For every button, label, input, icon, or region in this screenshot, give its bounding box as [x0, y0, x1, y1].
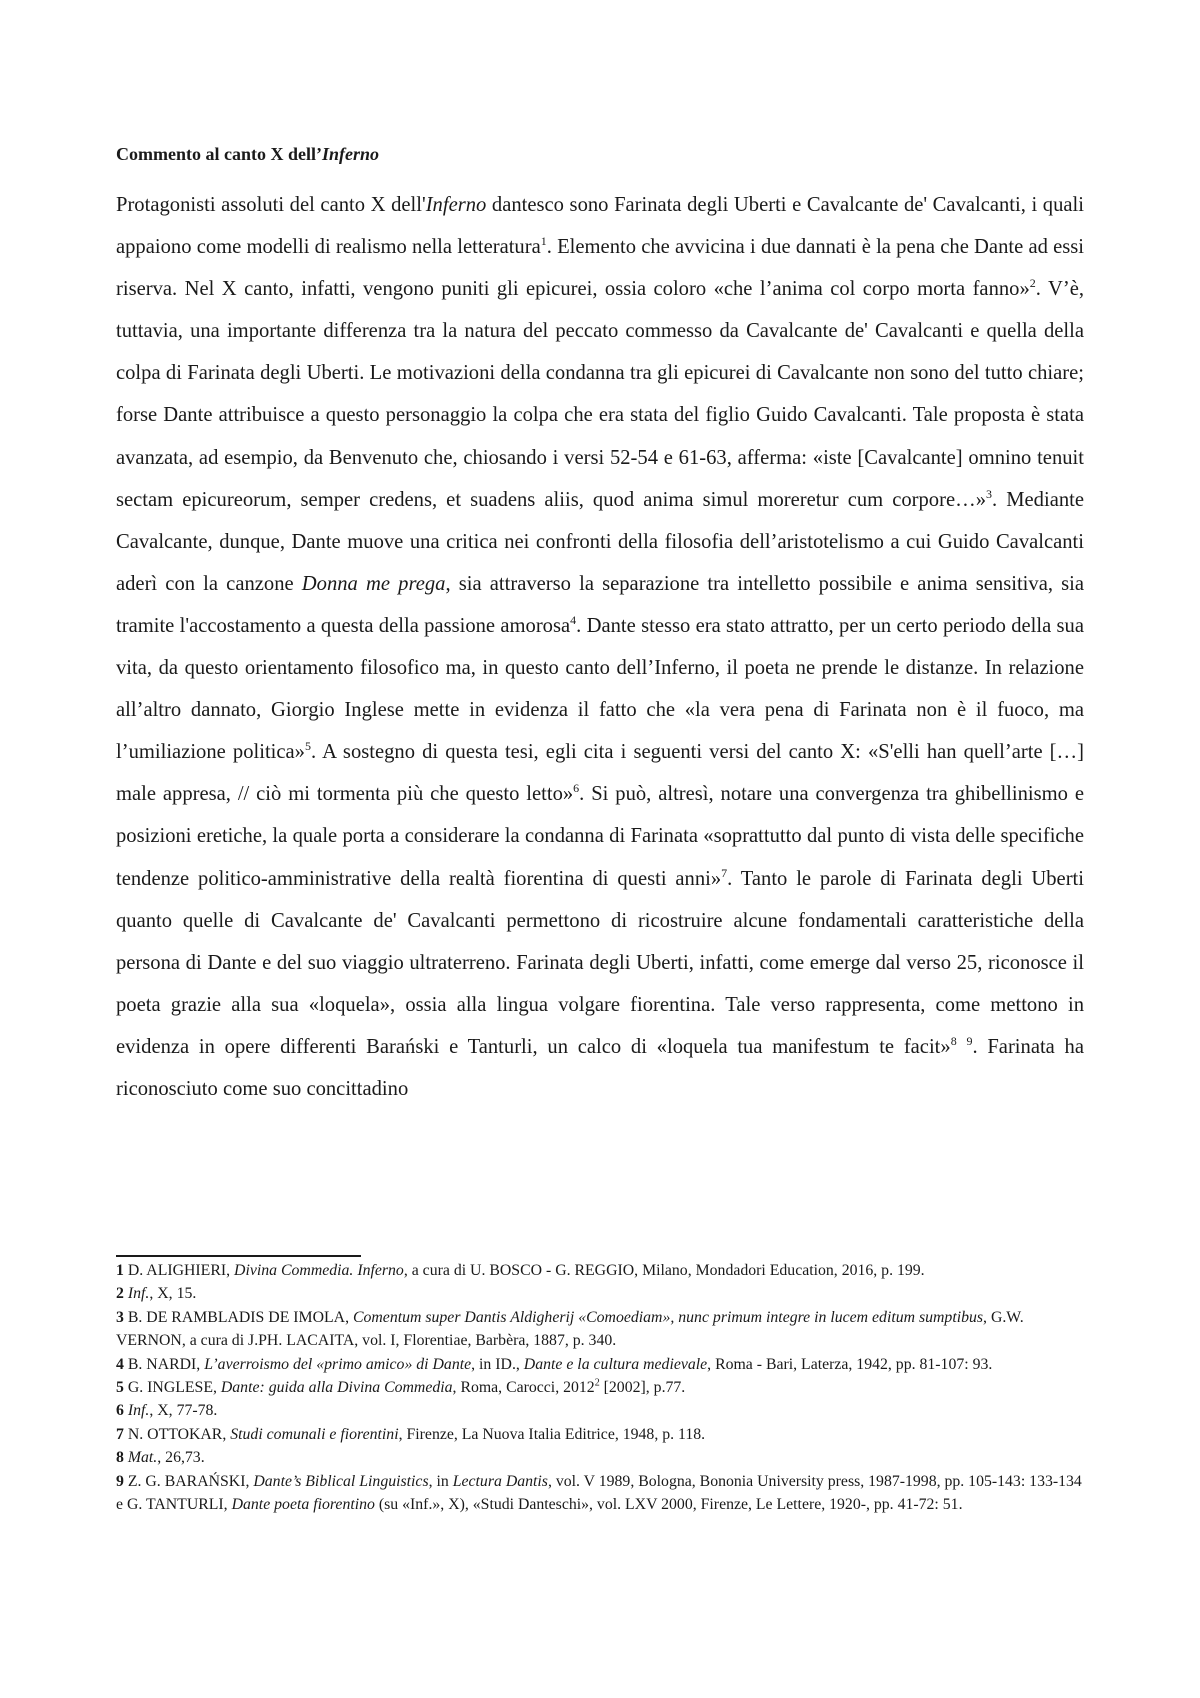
body-text-run: . Dante stesso era stato attratto, per un certo periodo della sua vita, da questo orientamento filosofico ma, in questo canto dell’Inferno, il poeta ne prende le distanze. In relazione all’altro dannato, Giorgio Inglese mette in evidenza il fatto che «la vera pena di Farinata non è il fuoco, ma l’umiliazione politica»	[116, 614, 1084, 764]
footnote-text: Z. G. BARAŃSKI,	[123, 1472, 254, 1490]
footnote-text: , G.W. VERNON, a cura di J.PH. LACAITA, vol. I, Florentiae, Barbèra, 1887, p. 340.	[116, 1308, 1024, 1350]
footnote-italic: Divina Commedia. Inferno	[234, 1262, 404, 1279]
footnote-text: , in	[428, 1472, 453, 1490]
footnote-text: (su «Inf.», X), «Studi Danteschi», vol. LXV 2000, Firenze, Le Lettere, 1920-, pp. 41-72: 51.	[374, 1496, 963, 1514]
document-title	[116, 142, 1084, 166]
footnote-italic: Mat.	[127, 1449, 158, 1467]
footnote-text: B. DE RAMBLADIS DE IMOLA,	[123, 1308, 353, 1326]
footnote-text: , Firenze, La Nuova Italia Editrice, 1948, p. 118.	[398, 1425, 706, 1443]
footnote-text: B. NARDI,	[123, 1355, 205, 1373]
footnote-item	[116, 1446, 1084, 1469]
footnote-text: , 26,73.	[157, 1449, 205, 1467]
footnote-italic: L’averroismo del «primo amico» di Dante	[204, 1355, 472, 1373]
body-text-run: Protagonisti assoluti del canto X dell'	[116, 194, 426, 216]
body-italic-run: Donna me prega	[301, 572, 446, 595]
body-text-run: . Farinata ha riconosciuto come suo concittadino	[116, 1035, 1084, 1100]
body-text-run: . A sostegno di questa tesi, egli cita i seguenti versi del canto X: «S'elli han quell’arte […] male appresa, // ciò mi tormenta più che questo letto»	[116, 741, 1084, 806]
footnote-number: 1	[116, 1262, 124, 1279]
footnote-text: N. OTTOKAR,	[123, 1425, 231, 1443]
footnote-ref[interactable]: 2	[1029, 276, 1036, 291]
footnote-text: , X, 77-78.	[149, 1402, 218, 1420]
body-paragraph	[116, 184, 1084, 1110]
body-text-run: , sia attraverso la separazione tra intelletto possibile e anima sensitiva, sia tramite l'accostamento a questa della passione amorosa	[116, 572, 1084, 637]
title-text: Commento al canto X dell’	[116, 144, 322, 164]
footnote-italic: Inf.	[127, 1285, 150, 1303]
footnote-item	[116, 1259, 1084, 1282]
footnote-number: 9	[116, 1472, 124, 1490]
footnote-item	[116, 1353, 1084, 1376]
footnote-italic: Studi comunali e fiorentini	[230, 1425, 399, 1443]
body-text-run: dantesco sono Farinata degli Uberti e Cavalcante de' Cavalcanti, i quali appaiono come modelli di realismo nella letteratura	[116, 194, 1084, 259]
footnote-item	[116, 1376, 1084, 1399]
footnote-text: , Roma - Bari, Laterza, 1942, pp. 81-107: 93.	[707, 1355, 993, 1373]
footnote-italic: Comentum super Dantis Aldigherij «Comoediam», nunc primum integre in lucem editum sumptibus	[352, 1308, 984, 1326]
edition-superscript: 2	[594, 1377, 600, 1389]
footnote-item	[116, 1306, 1084, 1353]
footnote-number: 3	[116, 1308, 124, 1326]
body-italic-run: Inferno	[425, 194, 487, 216]
footnote-item	[116, 1282, 1084, 1305]
footnote-ref[interactable]: 5	[304, 739, 311, 754]
footnote-italic: Dante poeta fiorentino	[231, 1496, 375, 1514]
footnote-number: 8	[116, 1449, 124, 1467]
footnote-italic: Dante’s Biblical Linguistics	[253, 1472, 429, 1490]
footnote-item	[116, 1423, 1084, 1446]
title-italic: Inferno	[321, 144, 379, 164]
footnote-item	[116, 1470, 1084, 1517]
footnote-item	[116, 1399, 1084, 1422]
footnote-ref[interactable]: 9	[966, 1034, 973, 1049]
footnote-number: 6	[116, 1402, 124, 1420]
footnote-italic: Dante e la cultura medievale	[523, 1355, 708, 1373]
footnote-text: [2002], p.77.	[599, 1379, 686, 1397]
footnote-number: 7	[116, 1425, 124, 1443]
footnote-text: , a cura di U. BOSCO - G. REGGIO, Milano, Mondadori Education, 2016, p. 199.	[403, 1262, 925, 1279]
footnote-ref[interactable]: 4	[570, 613, 577, 628]
footnote-ref[interactable]: 7	[721, 865, 728, 880]
footnote-text: , in ID.,	[471, 1355, 524, 1373]
footnote-number: 2	[116, 1285, 124, 1303]
footnote-text: , X, 15.	[149, 1285, 197, 1303]
footnote-text: D. ALIGHIERI,	[123, 1262, 235, 1279]
body-text-run: . Elemento che avvicina i due dannati è la pena che Dante ad essi riserva. Nel X canto, infatti, vengono puniti gli epicurei, ossia coloro «che l’anima col corpo morta fanno»	[116, 236, 1084, 301]
footnotes-list	[116, 1259, 1084, 1516]
body-text-run: . Si può, altresì, notare una convergenza tra ghibellinismo e posizioni eretiche, la quale porta a considerare la condanna di Farinata «soprattutto dal punto di vista delle specifiche tendenze politico-amministrative della realtà fiorentina di questi anni»	[116, 783, 1084, 890]
footnote-text: G. INGLESE,	[123, 1379, 221, 1397]
body-text-run: . Tanto le parole di Farinata degli Uberti quanto quelle di Cavalcante de' Cavalcanti permettono di ricostruire alcune fondamentali caratteristiche della persona di Dante e del suo viaggio ultraterreno. Farinata degli Uberti, infatti, come emerge dal verso 25, riconosce il poeta grazie alla sua «loquela», ossia alla lingua volgare fiorentina. Tale verso rappresenta, come mettono in evidenza in opere differenti Barański e Tanturli, un calco di «loquela tua manifestum te facit»	[116, 867, 1085, 1058]
footnote-text: , Roma, Carocci, 2012	[452, 1379, 595, 1397]
footnote-number: 4	[116, 1355, 124, 1373]
body-text-run: . Mediante Cavalcante, dunque, Dante muove una critica nei confronti della filosofia dell’aristotelismo a cui Guido Cavalcanti aderì con la canzone	[116, 488, 1084, 595]
footnote-ref[interactable]: 1	[540, 234, 547, 249]
footnote-number: 5	[116, 1379, 124, 1397]
footnote-ref[interactable]: 8	[950, 1034, 957, 1049]
footnote-italic: Dante: guida alla Divina Commedia	[220, 1379, 453, 1397]
footnote-italic: Inf.	[127, 1402, 150, 1420]
footnote-text: , vol. V 1989, Bologna, Bononia University press, 1987-1998, pp. 105-143: 133-134 e G. TANTURLI,	[116, 1472, 1082, 1514]
footnote-italic: Lectura Dantis	[452, 1472, 548, 1490]
body-text-run: . V’è, tuttavia, una importante differenza tra la natura del peccato commesso da Cavalcante de' Cavalcanti e quella della colpa di Farinata degli Uberti. Le motivazioni della condanna tra gli epicurei di Cavalcante non sono del tutto chiare; forse Dante attribuisce a questo personaggio la colpa che era stata del figlio Guido Cavalcanti. Tale proposta è stata avanzata, ad esempio, da Benvenuto che, chiosando i versi 52-54 e 61-63, afferma: «iste [Cavalcante] omnino tenuit sectam epicureorum, semper credens, et suadens aliis, quod anima simul moreretur cum corpore…»	[116, 278, 1084, 511]
footnote-ref[interactable]: 6	[573, 781, 580, 796]
footnote-separator	[116, 1255, 361, 1257]
footnote-ref[interactable]: 3	[986, 486, 992, 501]
